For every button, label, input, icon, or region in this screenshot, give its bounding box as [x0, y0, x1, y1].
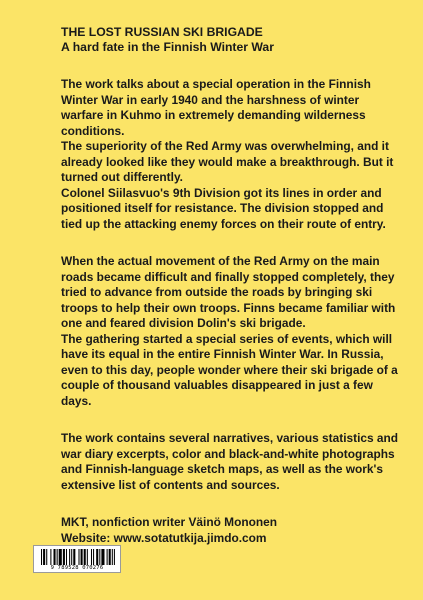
author-line: MKT, nonfiction writer Väinö Mononen: [61, 515, 277, 529]
description-paragraph: When the actual movement of the Red Army on the main roads became difficult and finally stopped completely, they tried to advance from outside the roads by bringing ski troops to help their own troops. Finns became familiar with one and feared division Dolin's ski brigade.: [61, 254, 396, 330]
description-paragraph: The work talks about a special operation in the Finnish Winter War in early 1940 and the harshness of winter warfare in Kuhmo in extremely demanding wilderness conditions.: [61, 77, 371, 138]
barcode-bars-graphic: [41, 549, 117, 565]
description-block-2: [61, 254, 401, 409]
description-paragraph: Colonel Siilasvuo's 9th Division got its lines in order and positioned itself for resistance. The division stopped and tied up the attacking enemy forces on their route of entry.: [61, 185, 386, 231]
description-paragraph: The superiority of the Red Army was overwhelming, and it already looked like they would make a breakthrough. But it turned out differently.: [61, 139, 394, 184]
description-paragraph: The gathering started a special series of events, which will have its equal in the entire Finnish Winter War. In Russia, even to this day, people wonder where their ski brigade of a couple of thousand valuables disappeared in just a few days.: [61, 331, 398, 408]
back-cover-text: [61, 25, 401, 546]
description-block-1: [61, 77, 401, 232]
barcode-digits: 9 789528 070276: [50, 565, 104, 571]
description-block-3: [61, 431, 401, 493]
author-info: [61, 515, 401, 546]
book-subtitle: A hard fate in the Finnish Winter War: [61, 40, 274, 54]
website-line: Website: www.sotatutkija.jimdo.com: [61, 530, 267, 545]
isbn-barcode: [33, 545, 121, 573]
book-title: THE LOST RUSSIAN SKI BRIGADE: [61, 25, 263, 39]
description-paragraph: The work contains several narratives, various statistics and war diary excerpts, color and black-and-white photographs and Finnish-language sketch maps, as well as the work's extensive list of contents and sources.: [61, 431, 399, 492]
